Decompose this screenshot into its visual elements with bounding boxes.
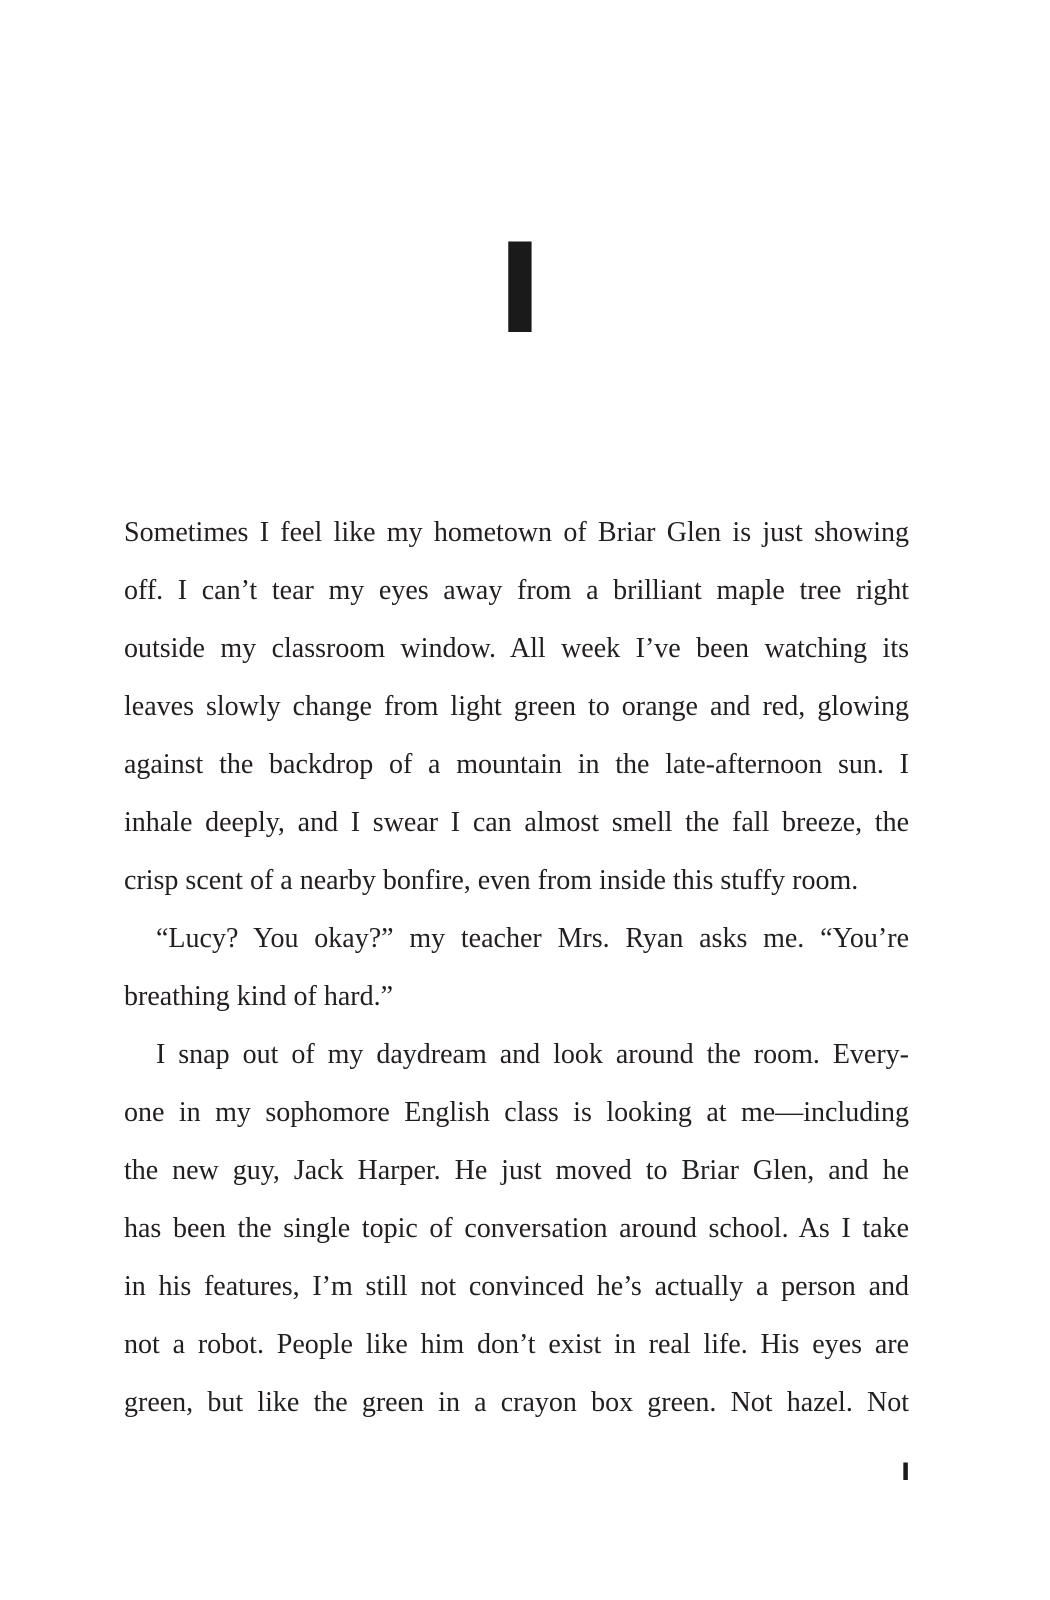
text-line: Sometimes I feel like my hometown of Briar Glen is just showing: [124, 517, 909, 548]
text-line: inhale deeply, and I swear I can almost smell the fall breeze, the: [124, 807, 909, 838]
text-line: I snap out of my daydream and look around the room. Every-: [156, 1039, 909, 1070]
text-line: “Lucy? You okay?” my teacher Mrs. Ryan asks me. “You’re: [156, 923, 909, 954]
text-line: in his features, I’m still not convinced he’s actually a person and: [124, 1271, 909, 1302]
text-line: not a robot. People like him don’t exist in real life. His eyes are: [124, 1329, 909, 1360]
text-line: leaves slowly change from light green to orange and red, glowing: [124, 691, 909, 722]
body-text: [124, 504, 909, 1432]
text-line: off. I can’t tear my eyes away from a brilliant maple tree right: [124, 575, 909, 606]
text-line: outside my classroom window. All week I’ve been watching its: [124, 633, 909, 664]
text-line: against the backdrop of a mountain in the late-afternoon sun. I: [124, 749, 909, 780]
text-line: crisp scent of a nearby bonfire, even from inside this stuffy room.: [124, 865, 859, 896]
text-line: green, but like the green in a crayon box green. Not hazel. Not: [124, 1387, 909, 1418]
text-line: one in my sophomore English class is looking at me—including: [124, 1097, 909, 1128]
chapter-number: I: [496, 218, 544, 362]
text-line: breathing kind of hard.”: [124, 981, 394, 1012]
text-line: the new guy, Jack Harper. He just moved to Briar Glen, and he: [124, 1155, 909, 1186]
text-line: has been the single topic of conversation around school. As I take: [124, 1213, 909, 1244]
page-number: I: [901, 1458, 910, 1486]
